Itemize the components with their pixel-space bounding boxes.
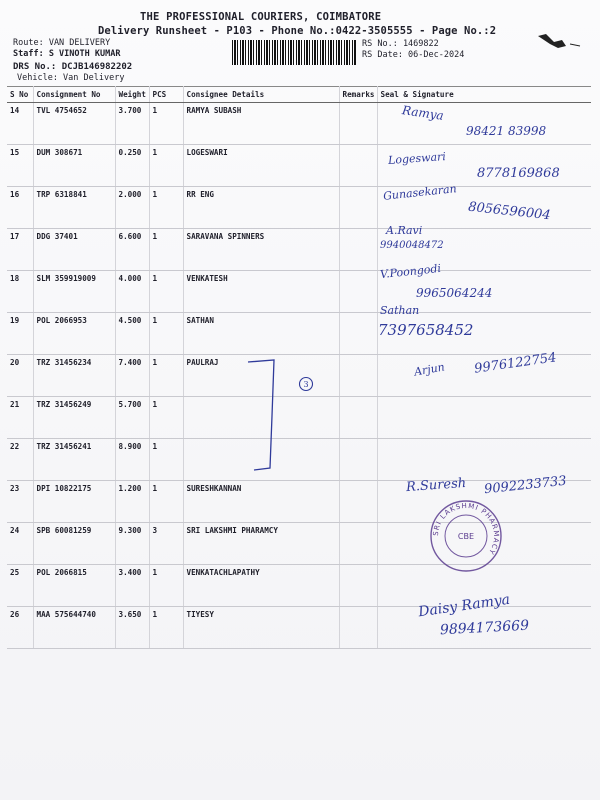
cell-consignment: SPB 60081259 xyxy=(33,523,115,565)
cell-weight: 3.700 xyxy=(115,103,149,145)
cell-sno: 26 xyxy=(7,607,33,649)
cell-weight: 8.900 xyxy=(115,439,149,481)
cell-pcs: 1 xyxy=(149,229,183,271)
cell-remarks xyxy=(339,439,377,481)
route-label: Route: VAN DELIVERY xyxy=(13,38,111,48)
cell-pcs: 1 xyxy=(149,313,183,355)
cell-remarks xyxy=(339,187,377,229)
phone-row-20: 9976122754 xyxy=(473,350,558,377)
cell-sno: 24 xyxy=(7,523,33,565)
cell-remarks xyxy=(339,607,377,649)
signature-row-15: Logeswari xyxy=(387,149,447,168)
cell-pcs: 1 xyxy=(149,145,183,187)
cell-consignment: DDG 37401 xyxy=(33,229,115,271)
cell-remarks xyxy=(339,397,377,439)
cell-consignee: SARAVANA SPINNERS xyxy=(183,229,339,271)
cell-sno: 19 xyxy=(7,313,33,355)
phone-row-26: 9894173669 xyxy=(439,617,530,639)
cell-remarks xyxy=(339,481,377,523)
corner-scribble-mark xyxy=(536,28,586,58)
cell-weight: 2.000 xyxy=(115,187,149,229)
cell-consignee: TIYESY xyxy=(183,607,339,649)
cell-consignee: SURESHKANNAN xyxy=(183,481,339,523)
signature-row-20: Arjun xyxy=(413,360,446,379)
cell-consignee: SATHAN xyxy=(183,313,339,355)
bracket-circle-number: 3 xyxy=(303,380,309,389)
col-header-consignee: Consignee Details xyxy=(183,87,339,103)
signature-row-17: A.Ravi xyxy=(386,224,423,237)
rs-date: RS Date: 06-Dec-2024 xyxy=(362,50,465,60)
rs-number: RS No.: 1469822 xyxy=(362,39,439,49)
cell-consignment: TRZ 31456241 xyxy=(33,439,115,481)
cell-pcs: 1 xyxy=(149,397,183,439)
signature-row-19: Sathan xyxy=(380,304,420,317)
cell-weight: 0.250 xyxy=(115,145,149,187)
cell-consignee: VENKATACHLAPATHY xyxy=(183,565,339,607)
cell-pcs: 1 xyxy=(149,355,183,397)
phone-row-17: 9940048472 xyxy=(380,240,444,251)
signature-row-26: Daisy Ramya xyxy=(417,591,512,621)
cell-pcs: 1 xyxy=(149,439,183,481)
stamp-center-text: CBE xyxy=(457,532,475,541)
cell-signature xyxy=(377,397,591,439)
phone-row-19: 7397658452 xyxy=(378,321,474,339)
cell-sno: 17 xyxy=(7,229,33,271)
cell-weight: 7.400 xyxy=(115,355,149,397)
cell-consignment: TRZ 31456249 xyxy=(33,397,115,439)
cell-consignment: SLM 359919009 xyxy=(33,271,115,313)
cell-sno: 15 xyxy=(7,145,33,187)
cell-remarks xyxy=(339,313,377,355)
phone-row-16: 8056596004 xyxy=(467,199,552,224)
pharmacy-seal-stamp xyxy=(428,498,504,574)
company-title: THE PROFESSIONAL COURIERS, COIMBATORE xyxy=(140,11,382,23)
col-header-remarks: Remarks xyxy=(339,87,377,103)
stamp-ring-text: SRI LAKSHMI PHARMACY xyxy=(431,501,501,557)
vehicle-label: Vehicle: Van Delivery xyxy=(17,73,125,83)
cell-sno: 21 xyxy=(7,397,33,439)
signature-row-16: Gunasekaran xyxy=(382,182,458,203)
cell-weight: 5.700 xyxy=(115,397,149,439)
cell-remarks xyxy=(339,145,377,187)
table-row xyxy=(7,313,591,355)
cell-consignment: POL 2066953 xyxy=(33,313,115,355)
cell-remarks xyxy=(339,565,377,607)
runsheet-subtitle: Delivery Runsheet - P103 - Phone No.:0422-3505555 - Page No.:2 xyxy=(98,25,497,37)
cell-consignee: RAMYA SUBASH xyxy=(183,103,339,145)
drs-number: DRS No.: DCJB146982202 xyxy=(13,62,133,72)
col-header-signature: Seal & Signature xyxy=(377,87,591,103)
cell-weight: 9.300 xyxy=(115,523,149,565)
table-row xyxy=(7,271,591,313)
cell-pcs: 1 xyxy=(149,607,183,649)
cell-remarks xyxy=(339,229,377,271)
cell-pcs: 1 xyxy=(149,271,183,313)
cell-consignment: TVL 4754652 xyxy=(33,103,115,145)
cell-weight: 4.000 xyxy=(115,271,149,313)
col-header-pcs: PCS xyxy=(149,87,183,103)
cell-consignment: POL 2066815 xyxy=(33,565,115,607)
col-header-weight: Weight xyxy=(115,87,149,103)
table-header-row xyxy=(7,87,591,103)
signature-row-14: Ramya xyxy=(401,103,445,123)
cell-weight: 6.600 xyxy=(115,229,149,271)
cell-sno: 23 xyxy=(7,481,33,523)
cell-sno: 18 xyxy=(7,271,33,313)
cell-consignment: DPI 10822175 xyxy=(33,481,115,523)
cell-weight: 1.200 xyxy=(115,481,149,523)
cell-sno: 20 xyxy=(7,355,33,397)
col-header-sno: S No xyxy=(7,87,33,103)
cell-consignee: VENKATESH xyxy=(183,271,339,313)
cell-consignment: DUM 308671 xyxy=(33,145,115,187)
cell-remarks xyxy=(339,103,377,145)
cell-consignee: LOGESWARI xyxy=(183,145,339,187)
cell-pcs: 1 xyxy=(149,481,183,523)
cell-pcs: 1 xyxy=(149,103,183,145)
cell-consignee: PAULRAJ xyxy=(183,355,339,397)
cell-weight: 3.400 xyxy=(115,565,149,607)
cell-sno: 14 xyxy=(7,103,33,145)
cell-consignee: SRI LAKSHMI PHARAMCY xyxy=(183,523,339,565)
cell-sno: 16 xyxy=(7,187,33,229)
signature-row-18: V.Poongodi xyxy=(379,261,442,282)
cell-remarks xyxy=(339,271,377,313)
cell-consignee: RR ENG xyxy=(183,187,339,229)
table-row xyxy=(7,229,591,271)
signature-row-23: R.Suresh xyxy=(405,475,467,496)
cell-pcs: 1 xyxy=(149,565,183,607)
cell-sno: 22 xyxy=(7,439,33,481)
cell-consignment: MAA 575644740 xyxy=(33,607,115,649)
phone-row-15: 8778169868 xyxy=(477,166,560,181)
cell-consignment: TRZ 31456234 xyxy=(33,355,115,397)
cell-weight: 3.650 xyxy=(115,607,149,649)
cell-remarks xyxy=(339,523,377,565)
cell-pcs: 1 xyxy=(149,187,183,229)
cell-remarks xyxy=(339,355,377,397)
handwritten-bracket-mark xyxy=(240,356,330,476)
barcode xyxy=(232,40,357,65)
staff-label: Staff: S VINOTH KUMAR xyxy=(13,49,121,59)
phone-row-23: 9092233733 xyxy=(483,473,568,498)
col-header-consignment: Consignment No xyxy=(33,87,115,103)
cell-weight: 4.500 xyxy=(115,313,149,355)
cell-sno: 25 xyxy=(7,565,33,607)
cell-consignment: TRP 6318841 xyxy=(33,187,115,229)
cell-pcs: 3 xyxy=(149,523,183,565)
phone-row-18: 9965064244 xyxy=(416,286,493,300)
phone-row-14: 98421 83998 xyxy=(466,124,547,138)
